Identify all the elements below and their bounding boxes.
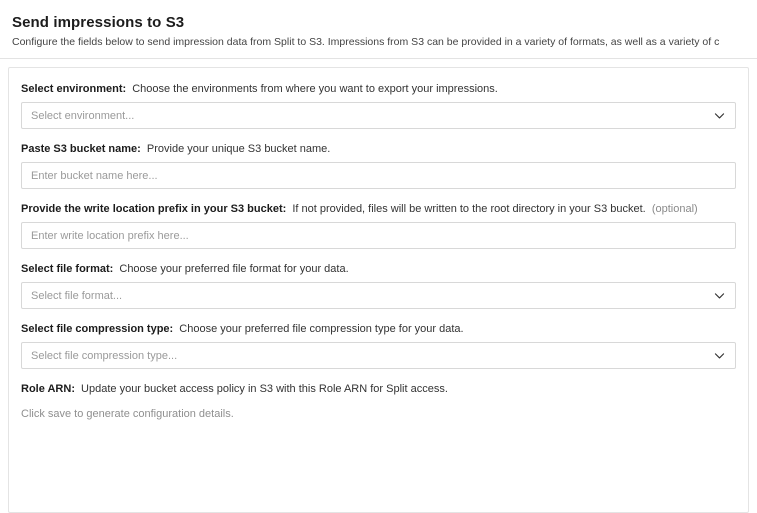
write-location-prefix-input-wrapper[interactable] — [21, 222, 736, 249]
description-bucket-name: Provide your unique S3 bucket name. — [146, 143, 331, 155]
label-environment: Select environment: — [21, 83, 127, 95]
page-header — [0, 0, 757, 58]
page-subtitle: Configure the fields below to send impression data from Split to S3. Impressions from S3 can be provided in a variety of formats, as well as a variety of c — [12, 36, 720, 48]
page-title: Send impressions to S3 — [12, 14, 185, 31]
field-role-arn — [21, 382, 736, 420]
label-file-format: Select file format: — [21, 263, 114, 275]
label-row-bucket — [21, 142, 736, 156]
header-divider — [0, 58, 757, 59]
configuration-form-panel — [8, 67, 749, 513]
field-bucket-name — [21, 142, 736, 189]
select-file-format-value: Select file format... — [31, 289, 123, 302]
description-environment: Choose the environments from where you want to export your impressions. — [132, 83, 498, 95]
optional-tag-prefix: (optional) — [651, 203, 698, 215]
label-row-file-format — [21, 262, 736, 276]
role-arn-hint: Click save to generate configuration details. — [21, 408, 234, 420]
bucket-name-input[interactable] — [31, 170, 726, 182]
select-environment-dropdown[interactable] — [21, 102, 736, 129]
select-file-format-dropdown[interactable] — [21, 282, 736, 309]
label-bucket-name: Paste S3 bucket name: — [21, 143, 141, 155]
bucket-name-input-wrapper[interactable] — [21, 162, 736, 189]
label-row-compression — [21, 322, 736, 336]
description-file-compression-type: Choose your preferred file compression type for your data. — [179, 323, 464, 335]
select-file-compression-type-value: Select file compression type... — [31, 349, 178, 362]
description-file-format: Choose your preferred file format for your data. — [119, 263, 349, 275]
label-file-compression-type: Select file compression type: — [21, 323, 174, 335]
field-select-file-format — [21, 262, 736, 309]
description-write-location-prefix: If not provided, files will be written to the root directory in your S3 bucket. — [292, 203, 646, 215]
field-select-file-compression-type — [21, 322, 736, 369]
write-location-prefix-input[interactable] — [31, 230, 726, 242]
chevron-down-icon — [713, 109, 726, 122]
chevron-down-icon — [713, 349, 726, 362]
description-role-arn: Update your bucket access policy in S3 with this Role ARN for Split access. — [81, 383, 448, 395]
label-row-prefix — [21, 202, 736, 216]
field-write-location-prefix — [21, 202, 736, 249]
label-role-arn: Role ARN: — [21, 383, 75, 395]
select-file-compression-type-dropdown[interactable] — [21, 342, 736, 369]
field-select-environment — [21, 82, 736, 129]
label-row-environment — [21, 82, 736, 96]
label-row-role-arn — [21, 382, 736, 396]
chevron-down-icon — [713, 289, 726, 302]
select-environment-value: Select environment... — [31, 109, 135, 122]
label-write-location-prefix: Provide the write location prefix in your S3 bucket: — [21, 203, 287, 215]
